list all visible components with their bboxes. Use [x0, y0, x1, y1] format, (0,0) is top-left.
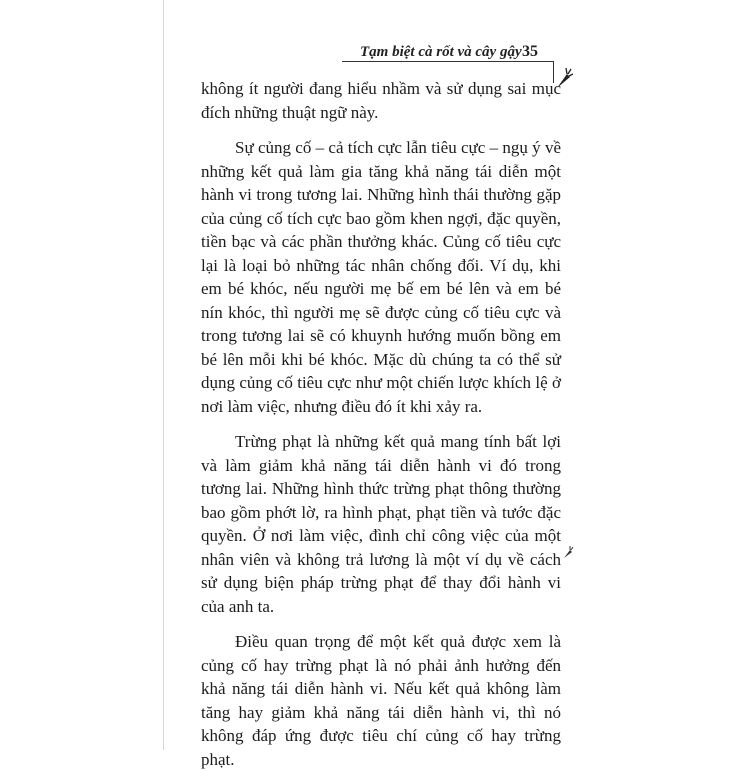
page-edge	[163, 0, 164, 750]
body-text	[201, 77, 561, 771]
paragraph-criteria: Điều quan trọng để một kết quả được xem là củng cố hay trừng phạt là nó phải ảnh hưởng đến khả năng tái diễn hành vi. Nếu kết quả không làm tăng hay giảm khả năng tái diễn hành vi, thì nó không đáp ứng được tiêu chí củng cố hay trừng phạt.	[201, 632, 561, 769]
small-carrot-icon	[562, 545, 574, 559]
running-header-title: Tạm biệt cà rốt và cây gậy	[360, 44, 522, 60]
paragraph-reinforcement: Sự củng cố – cả tích cực lẫn tiêu cực – ngụ ý về những kết quả làm gia tăng khả năng tái diễn một hành vi trong tương lai. Những hình thái thường gặp của củng cố tích cực bao gồm khen ngợi, đặc quyền, tiền bạc và các phần thưởng khác. Củng cố tiêu cực lại là loại bỏ những tác nhân chống đối. Ví dụ, khi em bé khóc, nếu người mẹ bế em bé lên và em bé nín khóc, thì người mẹ sẽ được củng cố tiêu cực và trong tương lai sẽ có khuynh hướng muốn bồng em bé lên mỗi khi bé khóc. Mặc dù chúng ta có thể sử dụng củng cố tiêu cực như một chiến lược khích lệ ở nơi làm việc, nhưng điều đó ít khi xảy ra.	[201, 138, 561, 416]
page-number: 35	[522, 43, 538, 60]
paragraph-punishment: Trừng phạt là những kết quả mang tính bất lợi và làm giảm khả năng tái diễn hành vi đó trong tương lai. Những hình thức trừng phạt thông thường bao gồm phớt lờ, ra hình phạt, phạt tiền và tước đặc quyền. Ở nơi làm việc, đình chỉ công việc của một nhân viên và không trả lương là một ví dụ về cách sử dụng biện pháp trừng phạt để thay đổi hành vi của anh ta.	[201, 432, 561, 616]
paragraph-continuation: không ít người đang hiểu nhầm và sử dụng sai mục đích những thuật ngữ này.	[201, 79, 561, 122]
header-rule	[342, 61, 554, 62]
